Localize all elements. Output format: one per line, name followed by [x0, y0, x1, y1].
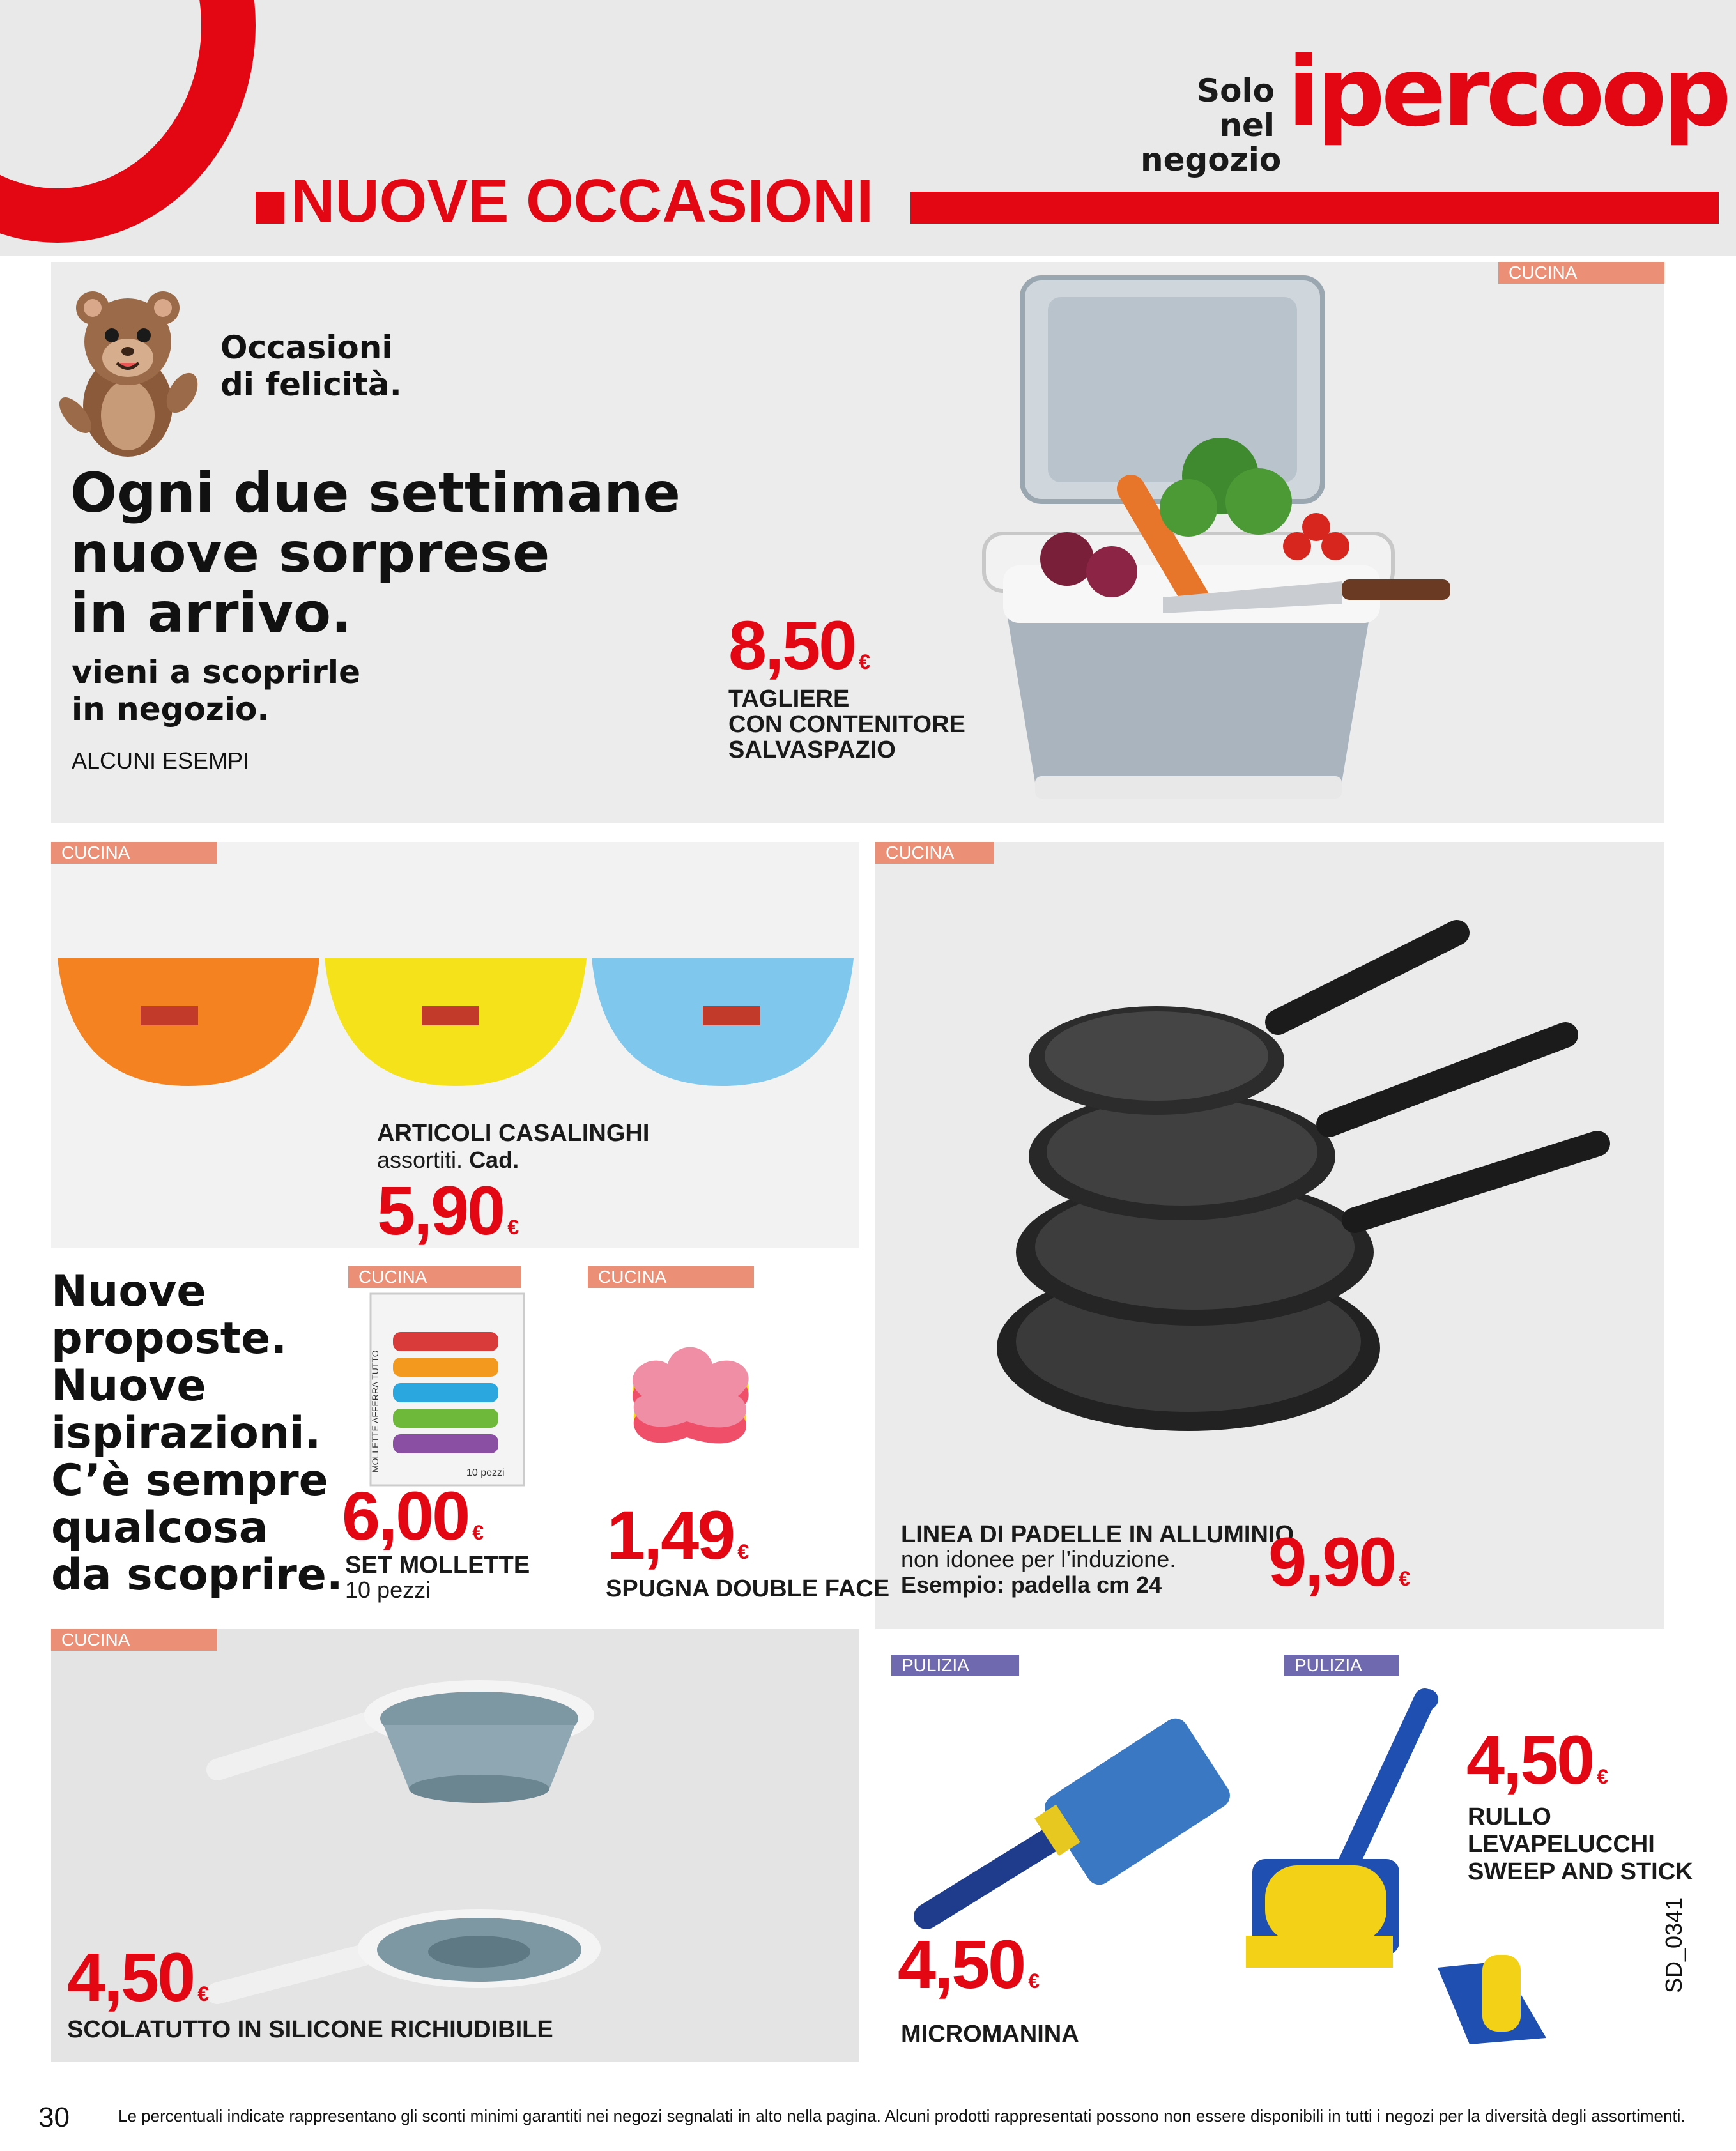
price-spugna — [607, 1496, 748, 1587]
currency: € — [737, 1540, 748, 1563]
price-dec: ,00 — [378, 1477, 469, 1554]
price-int: 8 — [728, 606, 765, 684]
tagline-2: di felicità. — [220, 366, 402, 403]
category-tag: PULIZIA — [1284, 1655, 1399, 1676]
price-int: 5 — [377, 1172, 414, 1249]
price-int: 9 — [1268, 1523, 1305, 1600]
price-int: 4 — [898, 1925, 935, 2003]
slogan-line: Nuove — [51, 1361, 206, 1411]
quokka-mascot-icon — [51, 281, 204, 460]
slogan-line: proposte. — [51, 1313, 288, 1364]
bowls-image — [51, 945, 859, 1092]
price-dec: ,49 — [643, 1496, 734, 1573]
price-dec: ,50 — [104, 1938, 194, 2016]
price-dec: ,50 — [765, 606, 856, 684]
cutting-board-image — [920, 265, 1444, 821]
category-tag: PULIZIA — [891, 1655, 1019, 1676]
hero-headline-1: Ogni due settimane — [70, 461, 680, 525]
product-desc-1: assortiti. — [377, 1147, 463, 1173]
currency: € — [197, 1982, 208, 2005]
price-rullo — [1466, 1721, 1607, 1812]
product-name-line: TAGLIERE — [728, 685, 850, 712]
solo-nel-negozio — [1141, 72, 1282, 178]
hero-headline-2: nuove sorprese — [70, 521, 550, 585]
price-int: 6 — [342, 1477, 379, 1554]
colander-image — [204, 1661, 652, 2032]
product-name-line: SWEEP AND STICK — [1468, 1858, 1693, 1885]
category-tag: CUCINA — [51, 842, 217, 864]
price-micromanina — [898, 1925, 1038, 2016]
price-dec: ,90 — [413, 1172, 504, 1249]
flyer-code: SD_0341 — [1661, 1897, 1687, 1993]
currency: € — [472, 1521, 482, 1544]
sponge-image — [610, 1348, 764, 1495]
category-tag: CUCINA — [875, 842, 994, 864]
product-name-line: SPUGNA DOUBLE FACE — [606, 1575, 890, 1602]
product-desc-2: Esempio: padella cm 24 — [901, 1572, 1162, 1598]
product-name-line: RULLO — [1468, 1803, 1551, 1830]
tagline-1: Occasioni — [220, 329, 393, 366]
category-tag: CUCINA — [588, 1266, 754, 1288]
price-int: 4 — [67, 1938, 104, 2016]
product-name-line: CON CONTENITORE — [728, 711, 965, 738]
price-dec: ,50 — [1503, 1721, 1594, 1798]
product-name-line: SCOLATUTTO IN SILICONE RICHIUDIBILE — [67, 2016, 553, 2043]
micromanina-image — [907, 1725, 1265, 1948]
slogan-line: Nuove — [51, 1266, 206, 1317]
product-name-line: SET MOLLETTE — [345, 1552, 530, 1579]
currency: € — [859, 650, 869, 673]
title-bar-left — [256, 192, 284, 224]
solo-line-1: Solo nel — [1197, 72, 1275, 144]
product-name-line: SALVASPAZIO — [728, 737, 896, 763]
page-title: NUOVE OCCASIONI — [291, 167, 874, 235]
currency: € — [1028, 1970, 1038, 1993]
slogan — [51, 1268, 343, 1599]
slogan-line: ispirazioni. — [51, 1408, 321, 1458]
solo-line-2: negozio — [1141, 141, 1282, 178]
hero-sub-1: vieni a scoprirle — [72, 654, 360, 691]
currency: € — [1399, 1567, 1409, 1590]
slogan-line: da scoprire. — [51, 1550, 343, 1600]
currency: € — [1597, 1765, 1607, 1788]
title-bar-right — [910, 192, 1719, 224]
hero-sub-2: in negozio. — [72, 691, 270, 728]
currency: € — [507, 1216, 518, 1239]
price-dec: ,50 — [934, 1925, 1025, 2003]
hero-headline-3: in arrivo. — [70, 581, 352, 645]
price-casalinghi — [377, 1172, 518, 1262]
price-padelle — [1268, 1523, 1409, 1614]
price-tagliere — [728, 606, 869, 697]
page-number: 30 — [38, 2102, 70, 2133]
price-int: 1 — [607, 1496, 644, 1573]
package-brand: MOLLETTE AFFERRA TUTTO — [370, 1350, 380, 1473]
clothespins-package-image — [371, 1294, 524, 1485]
hero-examples: ALCUNI ESEMPI — [72, 747, 250, 774]
product-desc-1: non idonee per l’induzione. — [901, 1546, 1176, 1572]
package-count: 10 pezzi — [466, 1467, 505, 1478]
product-name-line: MICROMANINA — [901, 2021, 1079, 2048]
category-tag: CUCINA — [1498, 262, 1664, 284]
product-desc — [377, 1147, 519, 1174]
frying-pans-image — [1010, 907, 1623, 1495]
price-dec: ,90 — [1305, 1523, 1395, 1600]
footer-disclaimer: Le percentuali indicate rappresentano gli sconti minimi garantiti nei negozi segnalati in alto nella pagina. Alcuni prodotti rappresentati possono non essere disponibili in tutti i negozi per la diversità degli assortimenti. — [118, 2106, 1686, 2125]
slogan-line: C’è sempre — [51, 1455, 328, 1506]
ipercoop-logo: ipercoop — [1287, 37, 1728, 148]
product-name-line: LEVAPELUCCHI — [1468, 1831, 1655, 1858]
price-int: 4 — [1466, 1721, 1503, 1798]
category-tag: CUCINA — [51, 1629, 217, 1651]
product-desc-1: 10 pezzi — [345, 1577, 431, 1603]
product-desc-2: Cad. — [469, 1147, 519, 1173]
product-name-line: ARTICOLI CASALINGHI — [377, 1120, 650, 1147]
product-name-line: LINEA DI PADELLE IN ALLUMINIO — [901, 1521, 1294, 1548]
slogan-line: qualcosa — [51, 1503, 268, 1553]
category-tag: CUCINA — [348, 1266, 521, 1288]
